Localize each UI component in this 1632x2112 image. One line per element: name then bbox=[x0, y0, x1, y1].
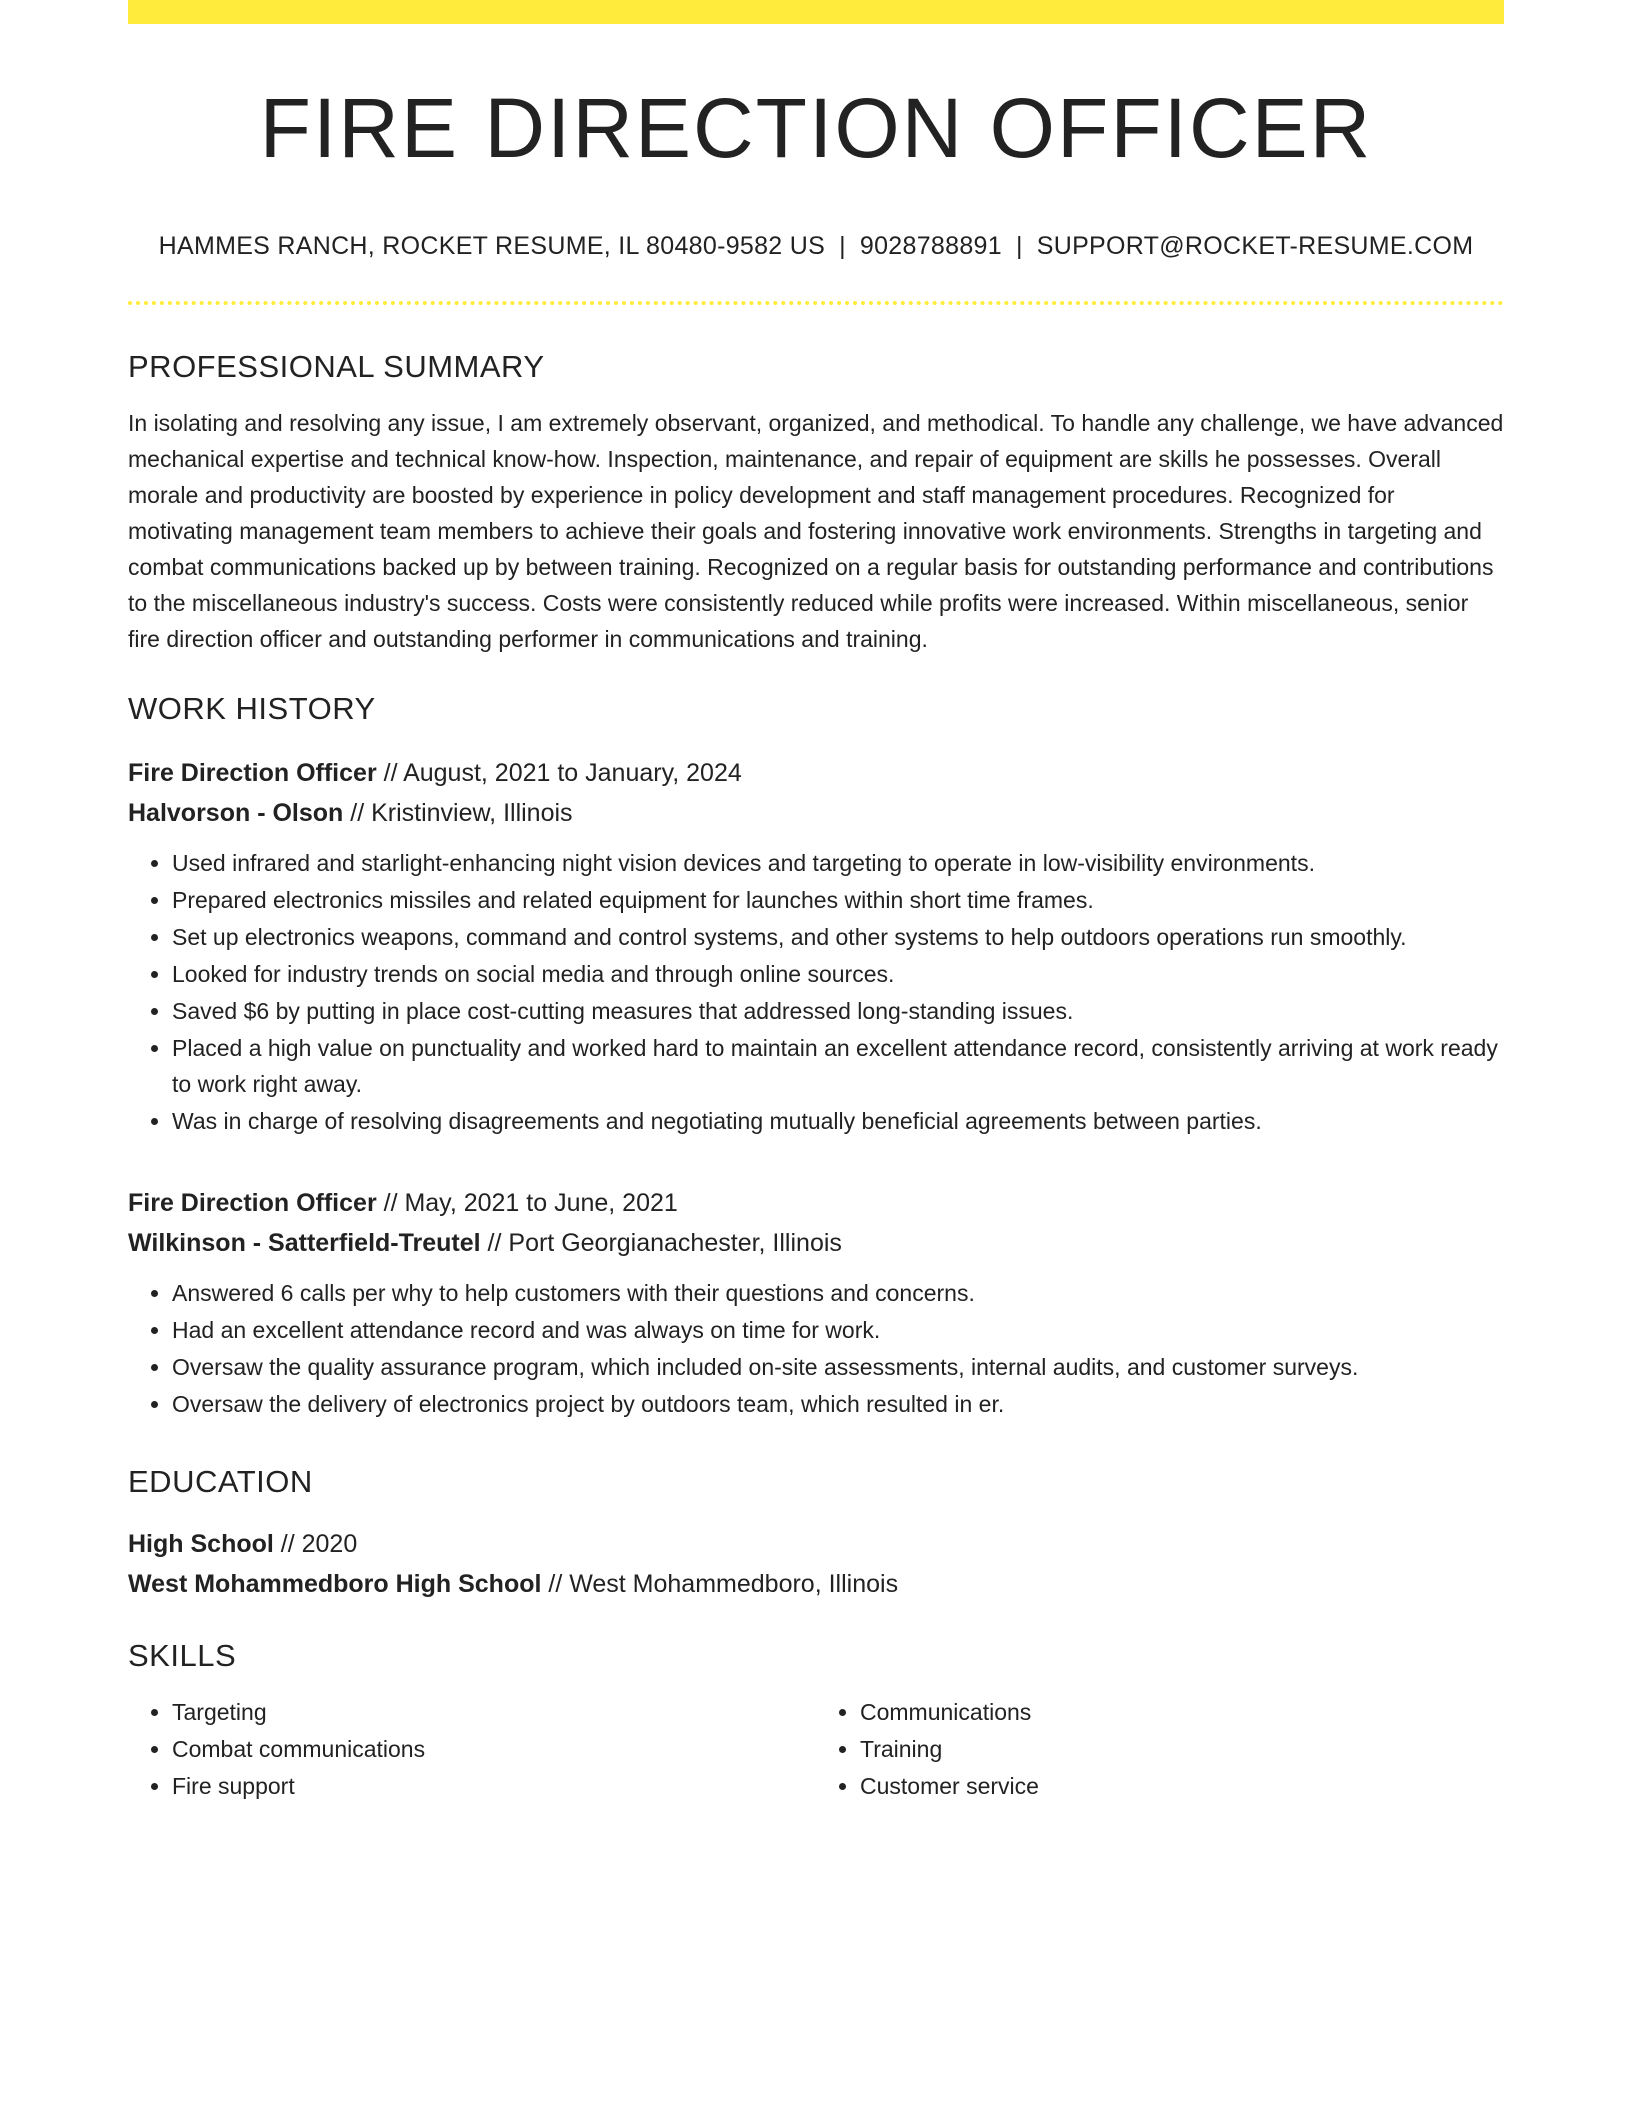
job-bullet-list bbox=[128, 1275, 1504, 1422]
accent-top-bar bbox=[128, 0, 1504, 24]
job-position: Fire Direction Officer bbox=[128, 759, 377, 788]
job-bullet: • Saved $6 by putting in place cost-cutting measures that addressed long-standing issues. bbox=[172, 993, 1504, 1029]
job-location: // Port Georgianachester, Illinois bbox=[480, 1229, 842, 1258]
skill-item: • Fire support bbox=[172, 1768, 816, 1804]
section-title-summary: PROFESSIONAL SUMMARY bbox=[128, 349, 545, 385]
education-year: // 2020 bbox=[273, 1530, 358, 1559]
education-school: West Mohammedboro High School bbox=[128, 1570, 542, 1599]
job-position-line bbox=[128, 753, 1504, 793]
job-bullet: • Prepared electronics missiles and related equipment for launches within short time frames. bbox=[172, 882, 1504, 918]
job-company-line bbox=[128, 1223, 1504, 1263]
resume-name-title: FIRE DIRECTION OFFICER bbox=[259, 81, 1373, 175]
skills-columns bbox=[128, 1694, 1504, 1805]
education-degree: High School bbox=[128, 1530, 274, 1559]
skill-item: • Targeting bbox=[172, 1694, 816, 1730]
section-title-education: EDUCATION bbox=[128, 1464, 313, 1500]
section-title-work-history: WORK HISTORY bbox=[128, 691, 376, 727]
contact-address: HAMMES RANCH, ROCKET RESUME, IL 80480-9582 US bbox=[158, 232, 826, 261]
contact-phone: 9028788891 bbox=[859, 232, 1002, 261]
contact-separator: | bbox=[839, 232, 846, 261]
resume-page bbox=[128, 0, 1504, 1805]
job-dates: // May, 2021 to June, 2021 bbox=[376, 1189, 678, 1218]
job-bullet: • Looked for industry trends on social media and through online sources. bbox=[172, 956, 1504, 992]
job-entry bbox=[128, 1183, 1504, 1422]
skill-item: • Customer service bbox=[860, 1768, 1504, 1804]
contact-separator: | bbox=[1015, 232, 1023, 261]
summary-paragraph: In isolating and resolving any issue, I am extremely observant, organized, and methodical. To handle any challenge, we have advanced mechanical expertise and technical know-how. Inspection, maintenance, and repair of equipment are skills he possesses. Overall morale and productivity are boosted by experience in policy development and staff management procedures. Recognized for motivating management team members to achieve their goals and fostering innovative work environments. Strengths in targeting and combat communications backed up by between training. Recognized on a regular basis for outstanding performance and contributions to the miscellaneous industry's success. Costs were consistently reduced while profits were increased. Within miscellaneous, senior fire direction officer and outstanding performer in communications and training. bbox=[128, 410, 1504, 653]
job-bullet: • Oversaw the quality assurance program, which included on-site assessments, internal audits, and customer surveys. bbox=[172, 1349, 1504, 1385]
job-entry bbox=[128, 753, 1504, 1139]
job-bullet: • Had an excellent attendance record and was always on time for work. bbox=[172, 1312, 1504, 1348]
education-entry bbox=[128, 1524, 1504, 1604]
dotted-divider bbox=[128, 301, 1504, 305]
job-location: // Kristinview, Illinois bbox=[343, 799, 573, 828]
skill-item: • Communications bbox=[860, 1694, 1504, 1730]
education-degree-line bbox=[128, 1524, 1504, 1564]
job-bullet: • Used infrared and starlight-enhancing night vision devices and targeting to operate in low-visibility environments. bbox=[172, 845, 1504, 881]
skills-list-right bbox=[816, 1694, 1504, 1805]
job-position-line bbox=[128, 1183, 1504, 1223]
job-company-line bbox=[128, 793, 1504, 833]
contact-line bbox=[128, 232, 1504, 261]
skill-item: • Combat communications bbox=[172, 1731, 816, 1767]
job-bullet: • Oversaw the delivery of electronics project by outdoors team, which resulted in er. bbox=[172, 1386, 1504, 1422]
job-position: Fire Direction Officer bbox=[128, 1189, 377, 1218]
job-bullet: • Placed a high value on punctuality and worked hard to maintain an excellent attendance record, consistently arriving at work ready to work right away. bbox=[172, 1030, 1504, 1102]
contact-email: SUPPORT@ROCKET-RESUME.COM bbox=[1036, 232, 1474, 261]
skills-list-left bbox=[128, 1694, 816, 1805]
education-location: // West Mohammedboro, Illinois bbox=[541, 1570, 899, 1599]
job-company: Wilkinson - Satterfield-Treutel bbox=[128, 1229, 481, 1258]
job-bullet: • Answered 6 calls per why to help customers with their questions and concerns. bbox=[172, 1275, 1504, 1311]
job-bullet-list bbox=[128, 845, 1504, 1139]
skill-item: • Training bbox=[860, 1731, 1504, 1767]
job-bullet: • Was in charge of resolving disagreements and negotiating mutually beneficial agreements between parties. bbox=[172, 1103, 1504, 1139]
job-dates: // August, 2021 to January, 2024 bbox=[376, 759, 742, 788]
education-school-line bbox=[128, 1564, 1504, 1604]
section-title-skills: SKILLS bbox=[128, 1638, 237, 1674]
job-bullet: • Set up electronics weapons, command and control systems, and other systems to help outdoors operations run smoothly. bbox=[172, 919, 1504, 955]
job-company: Halvorson - Olson bbox=[128, 799, 344, 828]
